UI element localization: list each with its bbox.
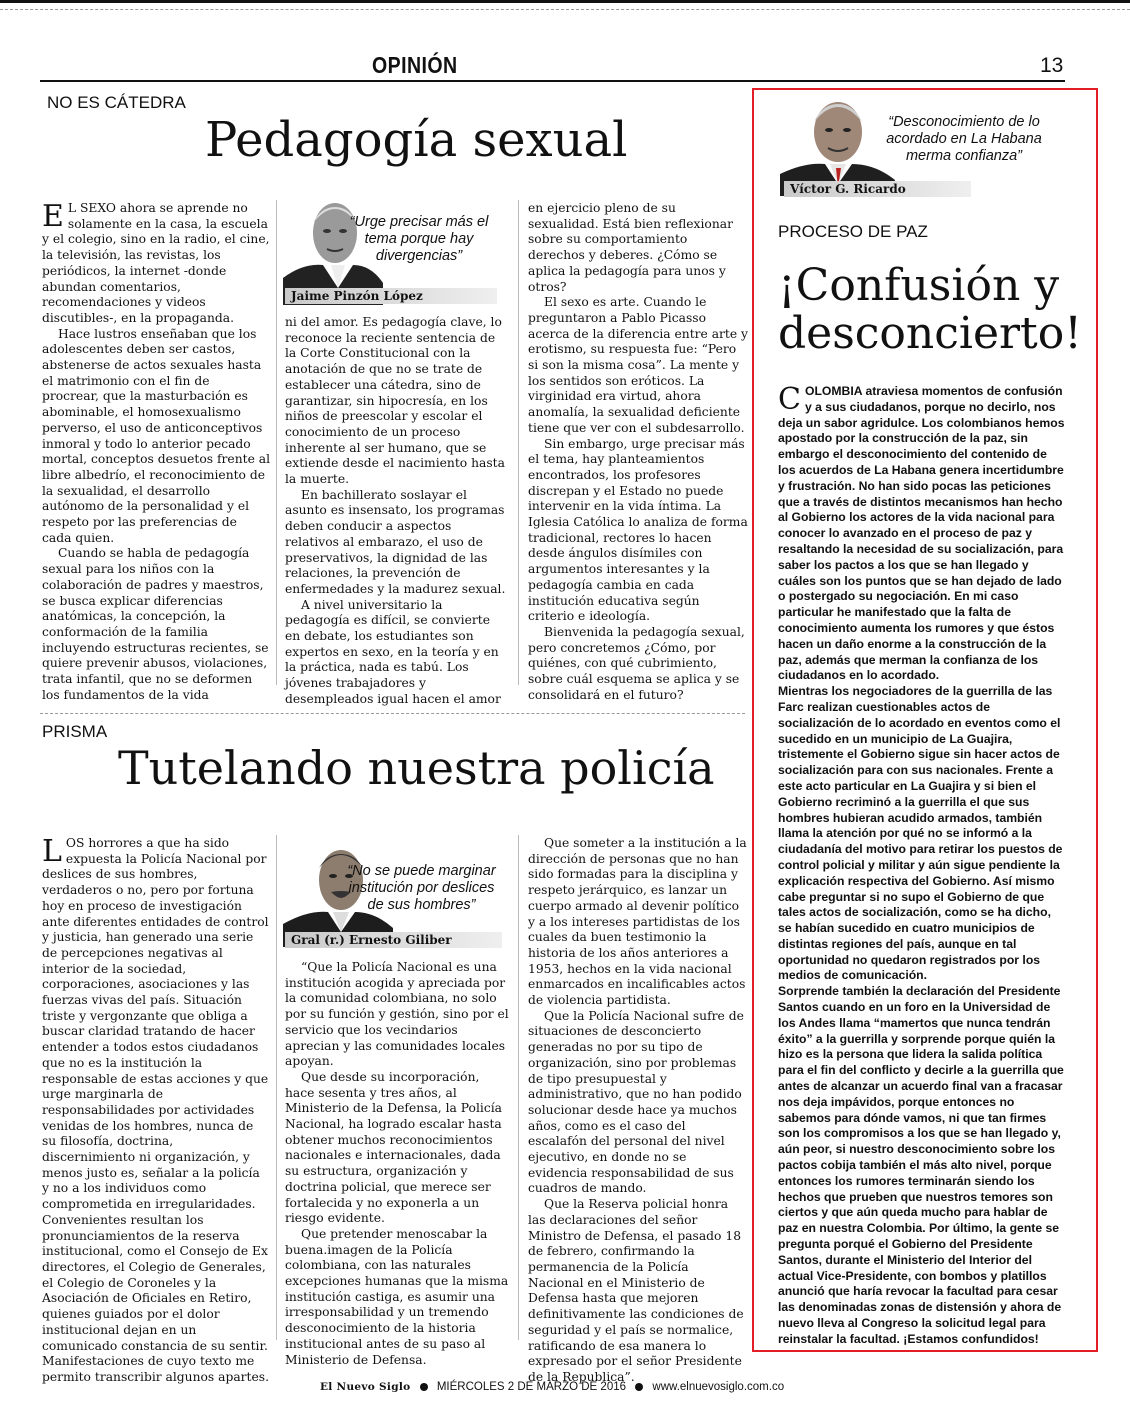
article2-paragraph: Que desde su incorporación, hace sesenta y tres años, al Ministerio de la Defensa, la Policía Nacional, ha logrado escalar hasta obtener muchos reconocimientos nacionales e internacionales, dada su estructura, organización y doctrina policial, que merece ser fortalecida y no exponerla a un riesgo evidente. xyxy=(285,1069,502,1226)
article2-paragraph: Que pretender menoscabar la buena.imagen de la Policía colombiana, con las naturales excepciones humanas que la misma institución castiga, es asumir una irresponsabilidad y un tremendo desconocimiento de la historia institucional antes de su paso al Ministerio de Defensa. xyxy=(285,1226,509,1367)
article3-paragraph: Mientras los negociadores de la guerrilla de las Farc realizan cuestionables actos de socialización de lo acordado en eventos como el sucedido en un municipio de La Guajira, tristemente el Gobierno sigue sin hacer actos de socialización para con sus nacionales. Frente a este acto particular en La Guajira y si bien el Gobierno recriminó a la guerrilla el que sus hombres hubieran acudido armados, también llama la atención por qué no se informó a la ciudadanía del motivo para retirar los puestos de control policial y militar y aún sigue pendiente la explicación respectiva del Gobierno. Así mismo cabe preguntar si no supo el Gobierno de que tales actos de socialización, como se ha dicho, se habían sucedido en cuatro municipios de distintas regiones del país, aunque en tal oportunidad no quedaron registrados por los medios de comunicación. xyxy=(778,684,1063,983)
section-title: OPINIÓN xyxy=(372,52,458,78)
article1-kicker: NO ES CÁTEDRA xyxy=(47,93,186,112)
article2-paragraph: OS horrores a que ha sido expuesta la Policía Nacional por deslices de sus hombres, verdaderos o no, pero por fortuna hoy en proceso de investigación ante diferentes entidades de control y justicia, han generado una serie de percepciones negativas al interior de la sociedad, corporaciones, asociaciones y las fuerzas vivas del país. Situación triste y vergonzante que obliga a buscar claridad tratando de hacer entender a todos estos ciudadanos que no es la institución la responsable de estas acciones y que urge marginarla de responsabilidades por actividades venidas de los hombres, nunca de su filosofía, doctrina, discernimiento ni organización, y menos justo es, señalar a la policía y no a los individuos como comprometida en irregularidades. Convenientes resultan los pronunciamientos de la reserva institucional, como el Consejo de Ex directores, el Colegio de Generales, el Colegio de Coroneles y la Asociación de Oficiales en Retiro, quienes guiados por el dolor institucional dejan en un comunicado constancia de su sentir. Manifestaciones de cuyo texto me permito transcribir algunos apartes. xyxy=(42,836,269,1384)
article1-paragraph: Cuando se habla de pedagogía sexual para los niños con la colaboración de padres y maestros, se busca explicar diferencias anatómicas, la concepción, la conformación de la familia incluyendo estructuras recientes, se quiere prevenir abusos, violaciones, trata infantil, que no se deformen los fundamentos de la vida xyxy=(42,546,269,702)
page-footer xyxy=(320,1381,784,1393)
header-rule xyxy=(40,80,1065,82)
footer-date: MIÉRCOLES 2 DE MARZO DE 2016 xyxy=(436,1381,627,1393)
article1-paragraph: ni del amor. Es pedagogía clave, lo reconoce la reciente sentencia de la Corte Constitucional con la anotación de que no se trate de establecer una cátedra, sino de garantizar, sin hipocresía, en los niños de preescolar y escolar el conocimiento de un proceso inherente al ser humano, que se extiende desde el nacimiento hasta la muerte. xyxy=(285,315,505,487)
article3-paragraph: Sorprende también la declaración del Presidente Santos cuando en un foro en la Universidad de los Andes llama “mamertos que nunca tendrán éxito” a la guerrilla y sorprende porque quién la hizo es la persona que lidera la salida política para el fin del conflicto y decirle a la guerrilla que antes de alcanzar un acuerdo final van a fracasar nos deja impávidos, porque entonces no sabemos para dónde vamos, ni que tan firmes son los compromisos a los que se han llegado y, aún peor, si nuestro desconocimiento sobre los pactos cobija también el más alto nivel, porque entonces los rumores terminarán siendo los hechos que prueben que nuestros temores son ciertos y que aún queda mucho para hablar de paz en nuestra Colombia. Por último, la gente se pregunta porqué el Gobierno del Presidente Santos, durante el Ministerio del Interior del actual Vice-Presidente, con bombos y platillos anunció que haría revocar la facultad para cesar las denominadas zonas de distensión y ahora de nuevo lleva al Congreso la solicitud legal para reinstalar la facultad. ¡Estamos confundidos! xyxy=(778,984,1064,1346)
article3-title-line: desconcierto! xyxy=(778,308,1082,359)
page-number: 13 xyxy=(1040,54,1064,77)
article1-paragraph: Sin embargo, urge precisar más el tema, hay planteamientos encontrados, los profesores discrepan y el Estado no puede intervenir en la vida íntima. La Iglesia Católica lo analiza de forma tradicional, rectores lo hacen desde ángulos disímiles con argumentos interesantes y la pedagogía cambia en cada institución educativa según criterio e ideología. xyxy=(528,436,748,624)
newspaper-logo: El Nuevo Siglo xyxy=(320,1381,411,1393)
article1-paragraph: Hace lustros enseñaban que los adolescentes deben ser castos, abstenerse de actos sexuales hasta el matrimonio con el fin de procrear, que la masturbación es abominable, el homosexualismo perverso, el uso de anticonceptivos inmoral y todo lo anterior pecado mortal, conceptos desuetos frente al libre albedrío, el reconocimiento de la sexualidad, el desarrollo autónomo de la personalidad y el respeto por las preferencias de cada quien. xyxy=(42,326,271,545)
column-divider xyxy=(518,835,519,1340)
article3-pull-quote: “Desconocimiento de lo acordado en La Habana merma confianza” xyxy=(886,114,1042,164)
article1-column-1 xyxy=(42,201,270,704)
article2-column-3 xyxy=(528,836,748,1386)
article3-paragraph: OLOMBIA atraviesa momentos de confusión y a sus ciudadanos, porque no decirlo, nos deja un sabor agridulce. Los colombianos hemos apostado por la construcción de la paz, sin embargo el desconocimiento del contenido de los acuerdos de La Habana genera incertidumbre y frustración. No han sido pocas las peticiones que a través de distintos mecanismos han hecho al Gobierno los actores de la vida nacional para conocer lo avanzado en el proceso de paz y resaltando la necesidad de su socialización, para saber los pactos a los que se han llegado y cuáles son los puntos que se han dejado de lado o postergado su negociación. En mi caso particular he manifestado que la falta de conocimiento aumenta los rumores y que éstos hacen un daño enorme a la construcción de la paz, además que merman la confianza de los ciudadanos en lo acordado. xyxy=(778,384,1065,683)
column-divider xyxy=(276,835,277,1340)
bullet-icon xyxy=(420,1383,428,1391)
article2-paragraph: Que la Reserva policial honra las declaraciones del señor Ministro de Defensa, el pasado 18 de febrero, confirmando la permanencia de la Policía Nacional en el Ministerio de Defensa hasta que mejoren definitivamente las condiciones de seguridad y el país se normalice, ratificando de esa manera lo expresado por el señor Presidente de la Republica”. xyxy=(528,1197,744,1384)
article2-kicker: PRISMA xyxy=(42,722,108,741)
top-border xyxy=(0,0,1130,10)
article2-paragraph: Que someter a la institución a la dirección de personas que no han sido formadas para la disciplina y respeto jerárquico, es lanzar un cuerpo armado al devenir político y a los intereses partidistas de los cuales da buen testimonio la historia de los años anteriores a 1953, hechos en la vida nacional enmarcados en incalificables actos de violencia partidista. xyxy=(528,836,747,1008)
article-separator xyxy=(40,713,745,714)
article1-paragraph: en ejercicio pleno de su sexualidad. Está bien reflexionar sobre su comportamiento derechos y deberes. ¿Cómo se aplica la pedagogía para unos y otros? xyxy=(528,201,733,294)
article3-dropcap: C xyxy=(778,382,801,417)
article1-pull-quote: “Urge precisar más el tema porque hay divergencias” xyxy=(349,214,489,264)
article1-paragraph: L SEXO ahora se aprende no solamente en la casa, la escuela y el colegio, sino en la radio, el cine, la televisión, las revistas, los periódicos, la internet -donde abundan comentarios, recomendaciones y videos discutibles-, en la propaganda. xyxy=(42,201,270,325)
article1-column-2 xyxy=(285,315,509,708)
article1-dropcap: E xyxy=(42,199,64,234)
article2-author-name: Gral (r.) Ernesto Giliber xyxy=(285,932,502,948)
column-divider xyxy=(518,200,519,685)
column-divider xyxy=(276,200,277,685)
article1-paragraph: El sexo es arte. Cuando le preguntaron a Pablo Picasso acerca de la diferencia entre arte y erotismo, su respuesta fue: “Pero si son la misma cosa”. La mente y los sentidos son eróticos. La virginidad era virtud, ahora anomalía, la sexualidad deficiente tiene que ver con el subdesarrollo. xyxy=(528,295,748,435)
article1-column-3 xyxy=(528,201,748,704)
article2-column-1 xyxy=(42,836,270,1386)
article1-paragraph: A nivel universitario la pedagogía es difícil, se convierte en debate, los estudiantes son expertos en sexo, en la teoría y en la práctica, nada es tabú. Los jóvenes trabajadores y desempleados igual hacen el amor xyxy=(285,597,501,706)
article2-paragraph: “Que la Policía Nacional es una institución acogida y apreciada por la comunidad colombiana, no solo por su función y gestión, sino por el servicio que los vecindarios aprecian y las comunidades locales apoyan. xyxy=(285,960,509,1069)
bullet-icon xyxy=(635,1383,643,1391)
article1-paragraph: En bachillerato soslayar el asunto es insensato, los programas deben conducir a aspectos relativos al embarazo, el uso de preservativos, la dignidad de las relaciones, la prevención de enfermedades y la madurez sexual. xyxy=(285,487,506,596)
article2-paragraph: Que la Policía Nacional sufre de situaciones de desconcierto generadas no por su tipo de organización, sino por problemas de tipo presupuestal y administrativo, que no han podido solucionar desde hace ya muchos años, como es el caso del escalafón del personal del nivel ejecutivo, en donde no se evidencia responsabilidad de sus cuadros de mando. xyxy=(528,1008,744,1196)
article1-paragraph: Bienvenida la pedagogía sexual, pero concretemos ¿Cómo, por quiénes, con qué cubrimiento, sobre cuál esquema se aplica y se consolidará en el futuro? xyxy=(528,624,745,702)
article1-title: Pedagogía sexual xyxy=(205,112,628,168)
article3-title xyxy=(778,262,1082,358)
article2-dropcap: L xyxy=(42,834,62,869)
article2-column-2 xyxy=(285,960,511,1368)
article2-pull-quote: “No se puede marginar institución por deslices de sus hombres” xyxy=(347,863,496,913)
article3-kicker: PROCESO DE PAZ xyxy=(778,222,928,241)
article3-body xyxy=(778,384,1066,1348)
article3-title-line: ¡Confusión y xyxy=(778,260,1060,311)
footer-url[interactable]: www.elnuevosiglo.com.co xyxy=(652,1381,785,1393)
article2-title: Tutelando nuestra policía xyxy=(118,741,715,795)
article3-author-name: Víctor G. Ricardo xyxy=(784,181,971,197)
article1-author-name: Jaime Pinzón López xyxy=(285,288,497,304)
